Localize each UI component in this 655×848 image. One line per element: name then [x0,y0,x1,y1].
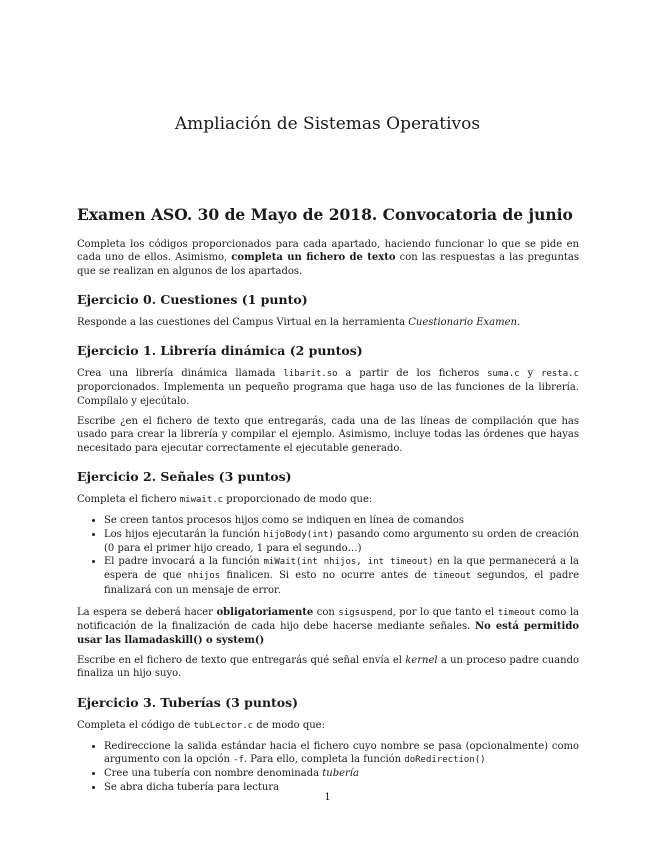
italic-text: kernel [405,654,438,666]
text: Completa el fichero [77,493,180,505]
list-item: • Se creen tantos procesos hijos como se indiquen en línea de comandos [104,514,579,527]
text: finalicen. Si esto no ocurre antes de [220,570,433,582]
list-item [104,740,579,768]
document-body [77,206,579,803]
text: en la que permanecerá a la espera de que [104,556,579,582]
text: . Para ello, completa la función [243,754,405,766]
text: a un proceso padre cuando finaliza un hijo suyo. [77,654,579,680]
code-text: timeout [432,571,471,582]
code-text: hijoBody(int) [263,529,334,540]
intro-text: con las respuestas a las preguntas que se realizan en algunos de los apartados. [77,252,580,277]
exercise-1-paragraph-1 [77,367,579,408]
text: Completa el código de [77,719,194,731]
text: proporcionados. Implementa un pequeño programa que haga uso de las funciones de la librería. Compílalo y ejecútalo. [77,382,579,407]
exercise-2-paragraph-2 [77,606,579,647]
list-item [104,767,579,780]
document-title: Ampliación de Sistemas Operativos [174,114,481,134]
code-text: -f [233,755,244,766]
page-number: 1 [324,792,331,803]
italic-text: Cuestionario Examen [408,316,517,328]
list-item [104,528,579,556]
list-item: • Se abra dicha tubería para lectura [104,781,579,794]
text: Crea una librería dinámica llamada [77,368,284,380]
code-text: miWait(int nhijos, int timeout) [263,557,434,568]
text: como la notificación de la finalización de cada hijo debe hacerse mediante señales. [77,607,579,633]
text: con [313,607,339,619]
code-text: miwait.c [179,494,224,505]
code-text: suma.c [487,369,520,380]
exercise-3-list [77,740,579,794]
text: Escribe en el fichero de texto que entregarás qué señal envía el [77,654,406,666]
text: , por lo que tanto el [392,607,498,619]
code-text: timeout [497,608,536,619]
exercise-1-paragraph-2: Escribe ¿en el fichero de texto que entregarás, cada una de las líneas de compilación que has usado para crear la librería y compilar el ejemplo. Asimismo, incluye todas las órdenes que hayas necesitado para ejecutar correctamente el ejecutable generado. [77,416,579,454]
text: Redireccione la salida estándar hacia el fichero cuyo nombre se pasa (opcionalmente) como argumento con la opción [104,740,579,766]
text: . [516,316,521,328]
intro-bold: completa un fichero de texto [231,252,396,264]
italic-text: tubería [322,768,359,780]
exercise-3-heading: Ejercicio 3. Tuberías (3 puntos) [77,694,299,710]
code-text: sigsuspend [338,608,393,619]
text: y [519,368,542,380]
text: segundos, el padre finalizará con un mensaje de error. [104,570,579,596]
code-text: tubLector.c [193,720,254,731]
text: de modo que: [253,719,325,731]
bold-text: obligatoriamente [216,607,314,619]
text: a partir de los ficheros [337,368,488,380]
exercise-0-paragraph [77,316,579,329]
code-text: nhijos [187,571,221,582]
text: El padre invocará a la función [104,556,264,568]
text: pasando como argumento su orden de creación (0 para el primer hijo creado, 1 para el segundo…) [104,528,579,554]
text: Los hijos ejecutarán la función [104,528,264,540]
exercise-2-paragraph-3 [77,654,579,681]
code-text: doRedirection() [404,755,486,766]
list-item [104,555,579,597]
intro-paragraph [77,238,579,278]
exercise-1-heading: Ejercicio 1. Librería dinámica (2 puntos) [77,343,363,359]
text: Responde a las cuestiones del Campus Virtual en la herramienta [77,316,409,328]
code-text: libarit.so [283,369,338,380]
exercise-2-paragraph-1 [77,493,579,507]
bold-text: No está permitido usar las llamadaskill() o system() [77,621,580,646]
exercise-2-heading: Ejercicio 2. Señales (3 puntos) [77,468,292,484]
exercise-2-list [77,514,579,597]
intro-text: Completa los códigos proporcionados para cada apartado, haciendo funcionar lo que se pide en cada uno de ellos. Asimismo, [77,239,579,264]
text: La espera se deberá hacer [77,607,217,619]
exercise-0-heading: Ejercicio 0. Cuestiones (1 punto) [77,291,308,307]
text: Cree una tubería con nombre denominada [104,768,323,780]
exercise-3-paragraph-1 [77,719,579,733]
exam-heading: Examen ASO. 30 de Mayo de 2018. Convocatoria de junio [77,205,573,224]
text: proporcionado de modo que: [223,493,373,505]
code-text: resta.c [541,369,579,380]
